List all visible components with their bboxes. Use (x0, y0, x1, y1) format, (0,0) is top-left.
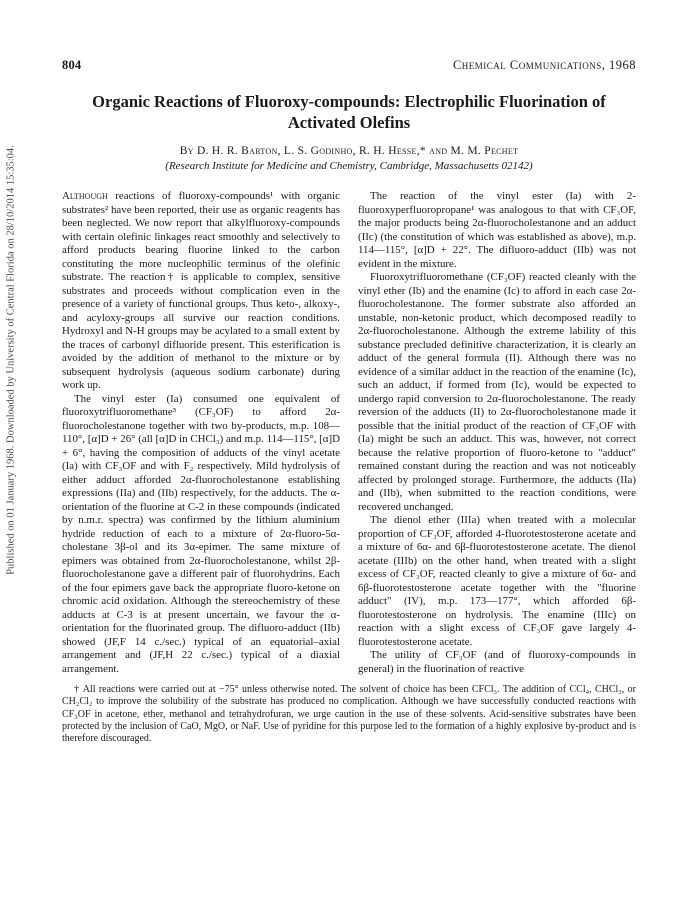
download-watermark (4, 120, 18, 600)
running-head (62, 58, 636, 73)
paragraph: Fluoroxytrifluoromethane (CF₃OF) reacted cleanly with the vinyl ether (Ib) and the enamine (Ic) to afford in each case 2α-fluorocholestanone. The former substrate also afforded an unstable, non-ketonic product, which decomposed readily to 2α-fluorocholestanone. Although the extreme lability of this substance precluded definitive characterization, it is clearly an adduct of the general formula (II). Although there was no evidence of a similar adduct in the reaction of the enamine (Ic), such an adduct, if formed from (Ic), would be expected to undergo rapid conversion to 2α-fluorocholestanone. The ready reversion of the adducts (II) to 2α-fluorocholestanone made it possible that the initial product of the reaction of CF₃OF with (Ia) might be such an adduct. This was, however, not correct because the relative proportion of fluoro-ketone to "adduct" remained constant during the reaction and was not noticeably affected by prolonged storage. Furthermore, the adducts (IIa) and (IIb), when submitted to the reaction conditions, were recovered unchanged. (358, 271, 636, 513)
lead-word: Although (62, 190, 108, 202)
right-column (358, 190, 636, 676)
paragraph: The reaction of the vinyl ester (Ia) with 2-fluoroxyperfluoropropane¹ was analogous to that with CF₃OF, the major products being 2α-fluorocholestanone and an adduct (IIc) (the constitution of which was established as above), m.p. 114—115°, [α]D + 22°. The difluoro-adduct (IIb) was not evident in the mixture. (358, 190, 636, 270)
page (62, 58, 636, 745)
journal-name: Chemical Communications, 1968 (452, 58, 636, 72)
affiliation: (Research Institute for Medicine and Chemistry, Cambridge, Massachusetts 02142) (165, 160, 533, 172)
body-columns (62, 190, 636, 676)
left-column (62, 190, 340, 676)
paragraph: The utility of CF₃OF (and of fluoroxy-compounds in general) in the fluorination of reactive (358, 649, 636, 675)
author-list: By D. H. R. Barton, L. S. Godinho, R. H. Hesse,* and M. M. Pechet (179, 145, 519, 157)
paragraph: The vinyl ester (Ia) consumed one equivalent of fluoroxytrifluoromethane³ (CF₃OF) to afford 2α-fluorocholestanone together with two by-products, m.p. 108—110°, [α]D + 26° (all [α]D in CHCl₃) and m.p. 114—115°, [α]D + 6°, having the composition of adducts of the vinyl acetate (Ia) with CF₃OF and with F₂ respectively. Mild hydrolysis of either adduct afforded 2α-fluorocholestanone establishing expressions (IIa) and (IIb) respectively, for the adducts. The α-orientation of the fluorine at C-2 in these compounds (indicated by n.m.r. spectra) was confirmed by the lithium aluminium hydride reduction of each to a mixture of 2α-fluoro-5α-cholestane 3β-ol and its 3α-epimer. The same mixture of epimers was obtained from 2α-fluorocholestanone, whilst 2β-fluorocholestanone gave a different pair of fluorohydrins. Each of the four epimers gave back the appropriate fluoro-ketone on chromic acid oxidation. Although the stereochemistry of these adducts at C-3 is at present uncertain, we favour the α-orientation for the fluorinated group. The difluoro-adduct (IIb) showed (JF,F 14 c./sec.) typical of an equatorial–axial arrangement and (JF,H 22 c./sec.) typical of a diaxial arrangement. (62, 392, 340, 675)
paragraph (62, 190, 340, 393)
download-watermark-text: Published on 01 January 1968. Downloaded by University of Central Florida on 28/10/2014 15:35:04. (5, 145, 17, 575)
footnote: † All reactions were carried out at −75° unless otherwise noted. The solvent of choice has been CFCl₃. The addition of CCl₄, CHCl₃, or CH₂Cl₂ to improve the solubility of the substrate has produced no complication. Although we have successfully conducted reactions with CF₃OF in acetone, ether, methanol and tetrahydrofuran, we urge caution in the use of these solvents. Acid-sensitive substrates have been protected by the inclusion of CaO, MgO, or NaF. Use of pyridine for this purpose led to the formation of a highly explosive by-product and is therefore discouraged. (62, 684, 636, 745)
page-number: 804 (62, 58, 82, 72)
article-title: Organic Reactions of Fluoroxy-compounds: Electrophilic Fluorination of Activated Olefins (92, 92, 606, 132)
paragraph-text: reactions of fluoroxy-compounds¹ with organic substrates² have been reported, their use as organic reagents has been neglected. We now report that alkylfluoroxy-compounds with certain olefinic linkages react smoothly and selectively to afford products bearing fluorine linked to the carbon constituting the more nucleophilic terminus of the olefinic substrate. The reaction† is applicable to complex, sensitive substrates and proceeds without complication even in the presence of a variety of functional groups. Thus keto-, alkoxy-, and acyloxy-groups all survive our reaction conditions. Hydroxyl and N-H groups may be acylated to a small extent by the traces of carbonyl difluoride present. This esterification is avoided by the addition of methanol to the mixture or by subsequent hydrolysis (aqueous sodium carbonate) during work up. (62, 190, 340, 391)
paragraph: The dienol ether (IIIa) when treated with a molecular proportion of CF₃OF, afforded 4-fluorotestosterone acetate and a mixture of 6α- and 6β-fluorotestosterone acetate. The dienol acetate (IIIb) on the other hand, when treated with a slight excess of CF₃OF, reacted cleanly to give a mixture of 6α- and 6β-fluorotestosterone acetate together with the "fluorine adduct" (IV), m.p. 173—177°, which afforded 6β-fluorotestosterone on hydrolysis. The enamine (IIIc) on reaction with a slight excess of CF₃OF gave largely 4-fluorotestosterone acetate. (358, 514, 636, 648)
